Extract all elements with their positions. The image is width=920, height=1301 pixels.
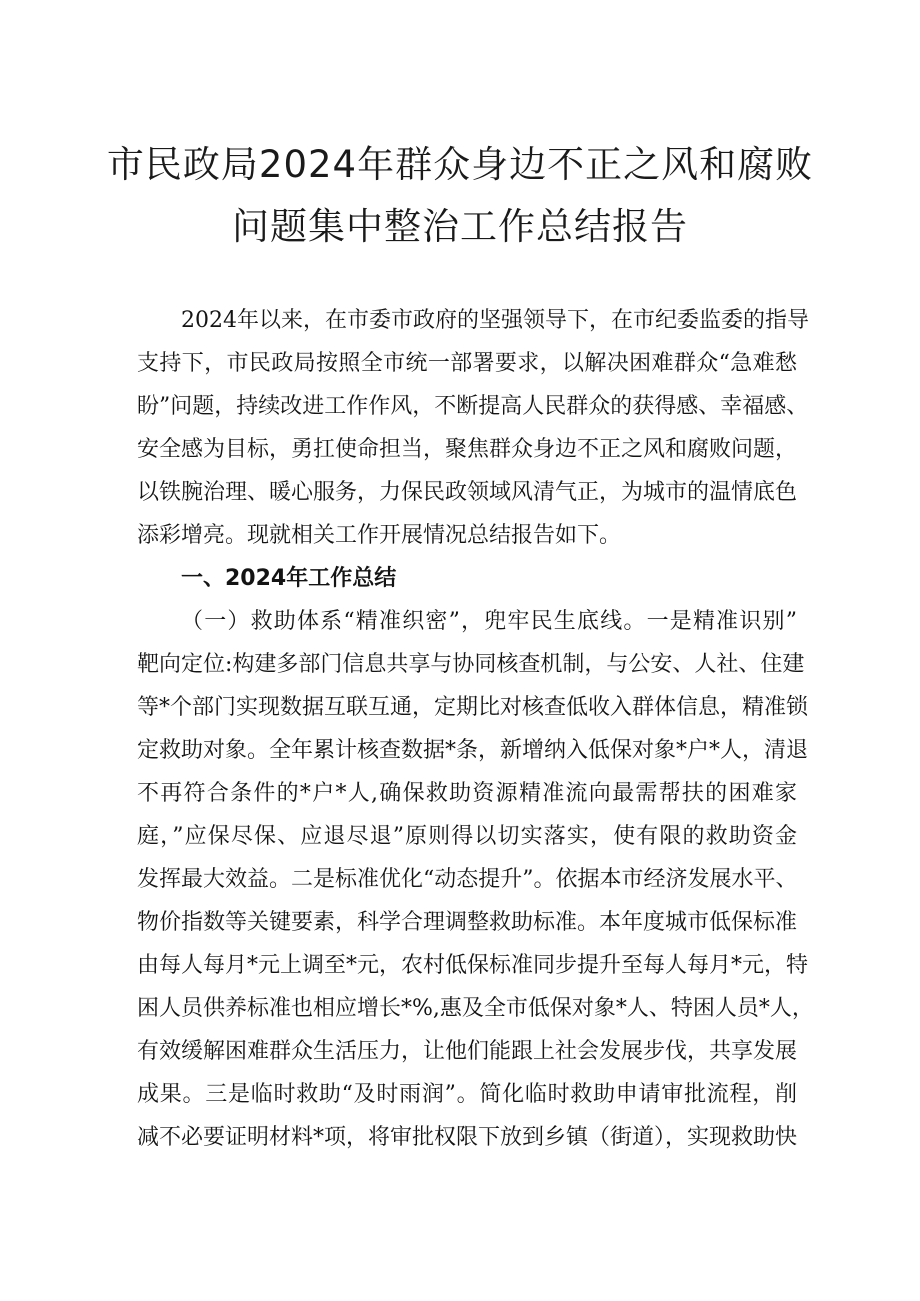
paragraph-line: 成果。三是临时救助“及时雨润”。简化临时救助申请审批流程，削 <box>137 1082 797 1107</box>
paragraph-line: 由每人每月*元上调至*元，农村低保标准同步提升至每人每月*元，特 <box>137 953 809 978</box>
paragraph-line: 安全感为目标，勇扛使命担当，聚焦群众身边不正之风和腐败问题， <box>137 437 798 462</box>
paragraph-line: 靶向定位:构建多部门信息共享与协同核查机制，与公安、人社、住建 <box>137 652 805 677</box>
section-heading: 一、2024年工作总结 <box>181 566 397 591</box>
paragraph-line: 盼”问题，持续改进工作作风，不断提高人民群众的获得感、幸福感、 <box>137 394 809 419</box>
paragraph-line: 2024年以来，在市委市政府的坚强领导下，在市纪委监委的指导 <box>181 308 809 333</box>
document-title-line-2: 问题集中整治工作总结报告 <box>232 205 688 248</box>
paragraph-line: 发挥最大效益。二是标准优化“动态提升”。依据本市经济发展水平、 <box>137 867 798 892</box>
paragraph-line: 添彩增亮。现就相关工作开展情况总结报告如下。 <box>137 523 622 548</box>
paragraph-line: 减不必要证明材料*项，将审批权限下放到乡镇（街道），实现救助快 <box>137 1125 798 1150</box>
paragraph-line: 支持下，市民政局按照全市统一部署要求，以解决困难群众“急难愁 <box>137 351 797 376</box>
paragraph-line: 庭，”应保尽保、应退尽退”原则得以切实落实，使有限的救助资金 <box>137 824 797 849</box>
paragraph-line: 困人员供养标准也相应增长*%,惠及全市低保对象*人、特困人员*人， <box>137 996 814 1021</box>
paragraph-line: 不再符合条件的*户*人,确保救助资源精准流向最需帮扶的困难家 <box>137 781 797 806</box>
paragraph-line: （一）救助体系“精准织密”，兜牢民生底线。一是精准识别” <box>181 609 797 634</box>
paragraph-line: 等*个部门实现数据互联互通，定期比对核查低收入群体信息，精准锁 <box>137 695 809 720</box>
paragraph-line: 以铁腕治理、暖心服务，力保民政领域风清气正，为城市的温情底色 <box>137 480 798 505</box>
paragraph-line: 物价指数等关键要素，科学合理调整救助标准。本年度城市低保标准 <box>137 910 798 935</box>
paragraph-line: 有效缓解困难群众生活压力，让他们能跟上社会发展步伐，共享发展 <box>137 1039 798 1064</box>
paragraph-line: 定救助对象。全年累计核查数据*条，新增纳入低保对象*户*人，清退 <box>137 738 809 763</box>
document-title-line-1: 市民政局2024年群众身边不正之风和腐败 <box>106 143 814 186</box>
